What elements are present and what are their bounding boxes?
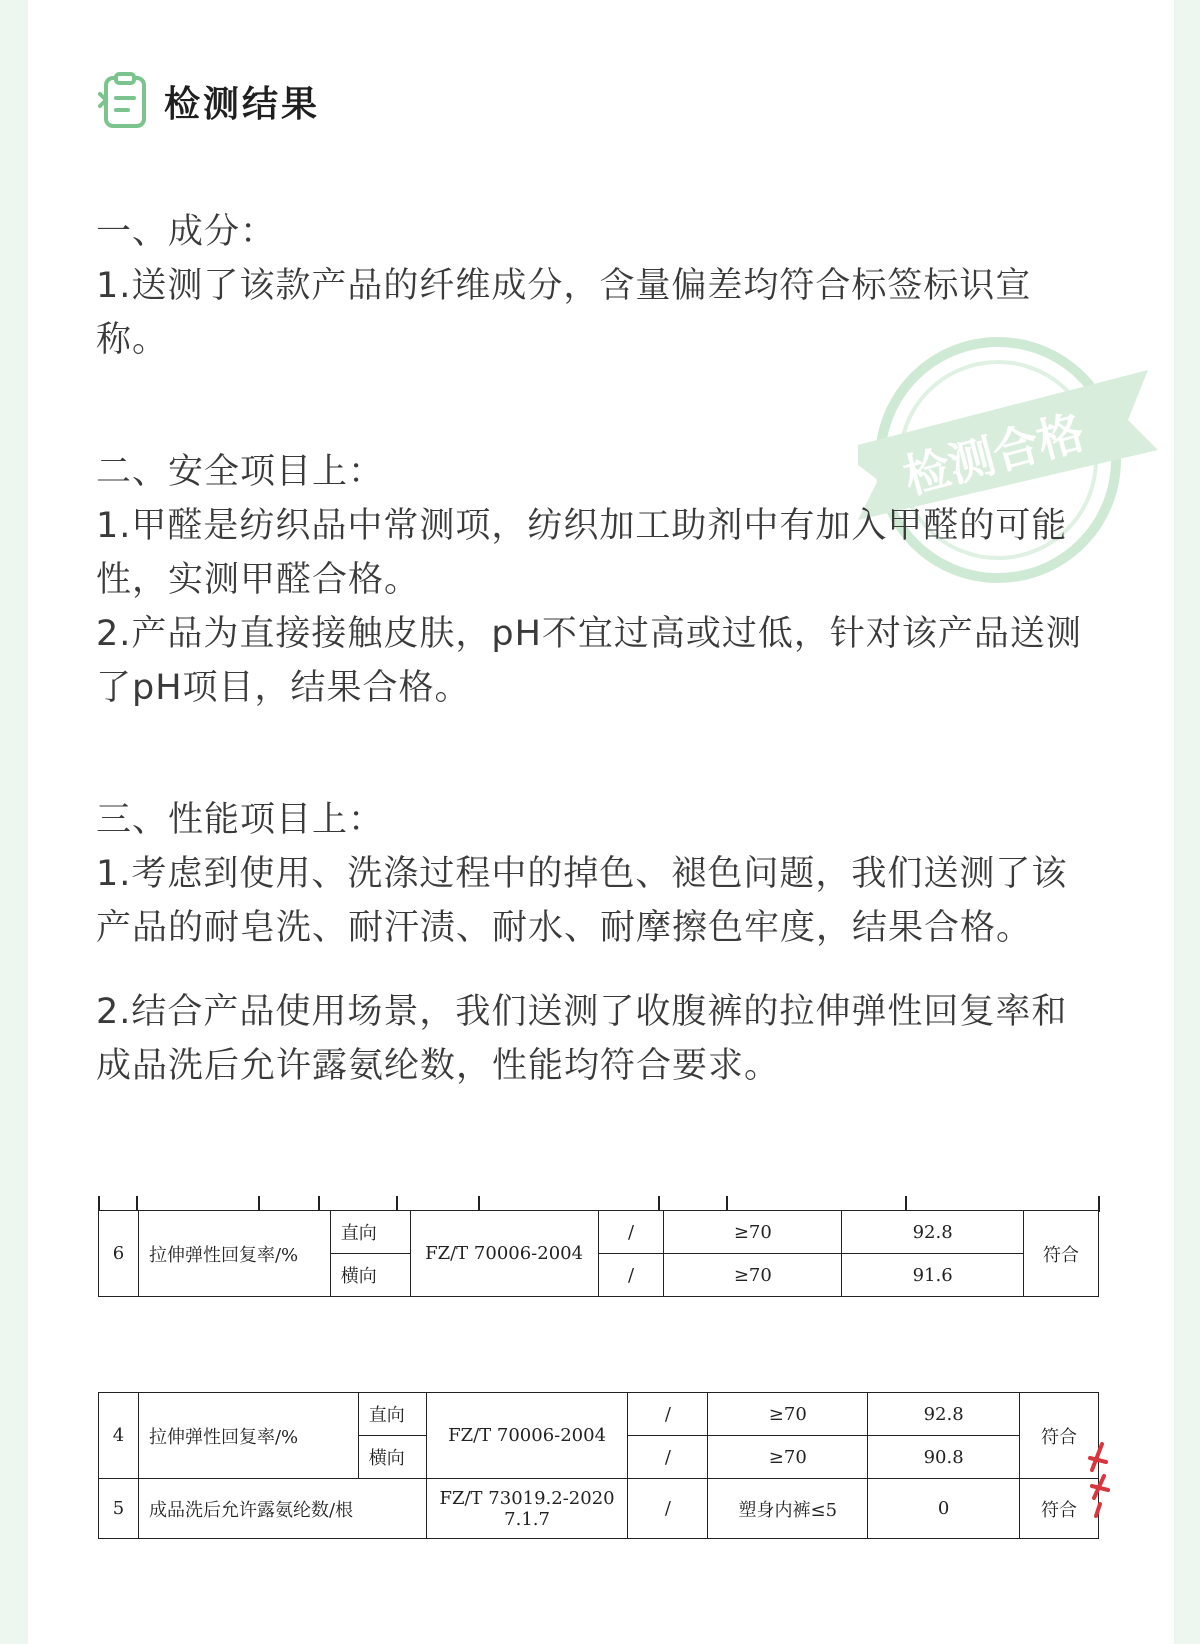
- cell-item: 拉伸弹性回复率/%: [138, 1393, 358, 1479]
- clipboard-check-icon: [98, 72, 152, 130]
- cell-unit: /: [598, 1211, 664, 1254]
- cell-standard: [426, 1479, 628, 1539]
- results-body: [96, 205, 1096, 1093]
- cell-value: 92.8: [868, 1393, 1020, 1436]
- cell-requirement: ≥70: [708, 1436, 868, 1479]
- section-heading-performance: 三、性能项目上：: [96, 800, 385, 840]
- cell-no: 4: [99, 1393, 139, 1479]
- cell-direction: 直向: [358, 1393, 426, 1436]
- cell-no: 5: [99, 1479, 139, 1539]
- safety-item-1: 1.甲醛是纺织品中常测项，纺织加工助剂中有加入甲醛的可能性，实测甲醛合格。: [96, 506, 1068, 600]
- performance-item-1: 1.考虑到使用、洗涤过程中的掉色、褪色问题，我们送测了该产品的耐皂洗、耐汗渍、耐水、耐摩擦色牢度，结果合格。: [96, 854, 1068, 948]
- section-heading-safety: 二、安全项目上：: [96, 452, 385, 492]
- safety-item-2: 2.产品为直接接触皮肤，pH不宜过高或过低，针对该产品送测了pH项目，结果合格。: [96, 614, 1082, 708]
- page-title: 检测结果: [164, 83, 321, 125]
- section-header: [98, 72, 320, 130]
- cell-unit: /: [628, 1436, 708, 1479]
- cell-no: 6: [99, 1211, 139, 1297]
- cell-direction: 横向: [358, 1436, 426, 1479]
- cell-value: 0: [868, 1479, 1020, 1539]
- cell-requirement: ≥70: [708, 1393, 868, 1436]
- cell-standard: FZ/T 70006-2004: [426, 1393, 628, 1479]
- cell-direction: 横向: [330, 1254, 410, 1297]
- cell-unit: /: [628, 1479, 708, 1539]
- standard-line-1: FZ/T 73019.2-2020: [439, 1487, 615, 1509]
- cell-unit: /: [598, 1254, 664, 1297]
- stamp-text: 检测合格: [898, 404, 1090, 505]
- cell-value: 90.8: [868, 1436, 1020, 1479]
- cell-direction: 直向: [330, 1211, 410, 1254]
- cell-standard: FZ/T 70006-2004: [410, 1211, 598, 1297]
- table-row: [99, 1479, 1099, 1539]
- cell-requirement: 塑身内裤≤5: [708, 1479, 868, 1539]
- section-heading-composition: 一、成分：: [96, 212, 277, 252]
- composition-item-1: 1.送测了该款产品的纤维成分，含量偏差均符合标签标识宣称。: [96, 266, 1032, 360]
- cell-requirement: ≥70: [664, 1211, 842, 1254]
- table-row: [99, 1393, 1099, 1436]
- cell-value: 92.8: [842, 1211, 1024, 1254]
- cell-requirement: ≥70: [664, 1254, 842, 1297]
- table-elastic-recovery: [98, 1210, 1099, 1297]
- cell-value: 91.6: [842, 1254, 1024, 1297]
- table-row: [99, 1211, 1099, 1254]
- table-elastic-and-spandex: [98, 1392, 1099, 1539]
- standard-line-2: 7.1.7: [504, 1508, 550, 1530]
- cell-result: 符合: [1020, 1479, 1099, 1539]
- cell-item: 拉伸弹性回复率/%: [138, 1211, 330, 1297]
- cell-result: 符合: [1020, 1393, 1099, 1479]
- cell-item: 成品洗后允许露氨纶数/根: [138, 1479, 426, 1539]
- cell-unit: /: [628, 1393, 708, 1436]
- red-seal-fragment: [1086, 1440, 1110, 1520]
- performance-item-2: 2.结合产品使用场景，我们送测了收腹裤的拉伸弹性回复率和成品洗后允许露氨纶数，性能均符合要求。: [96, 992, 1068, 1086]
- cell-result: 符合: [1024, 1211, 1099, 1297]
